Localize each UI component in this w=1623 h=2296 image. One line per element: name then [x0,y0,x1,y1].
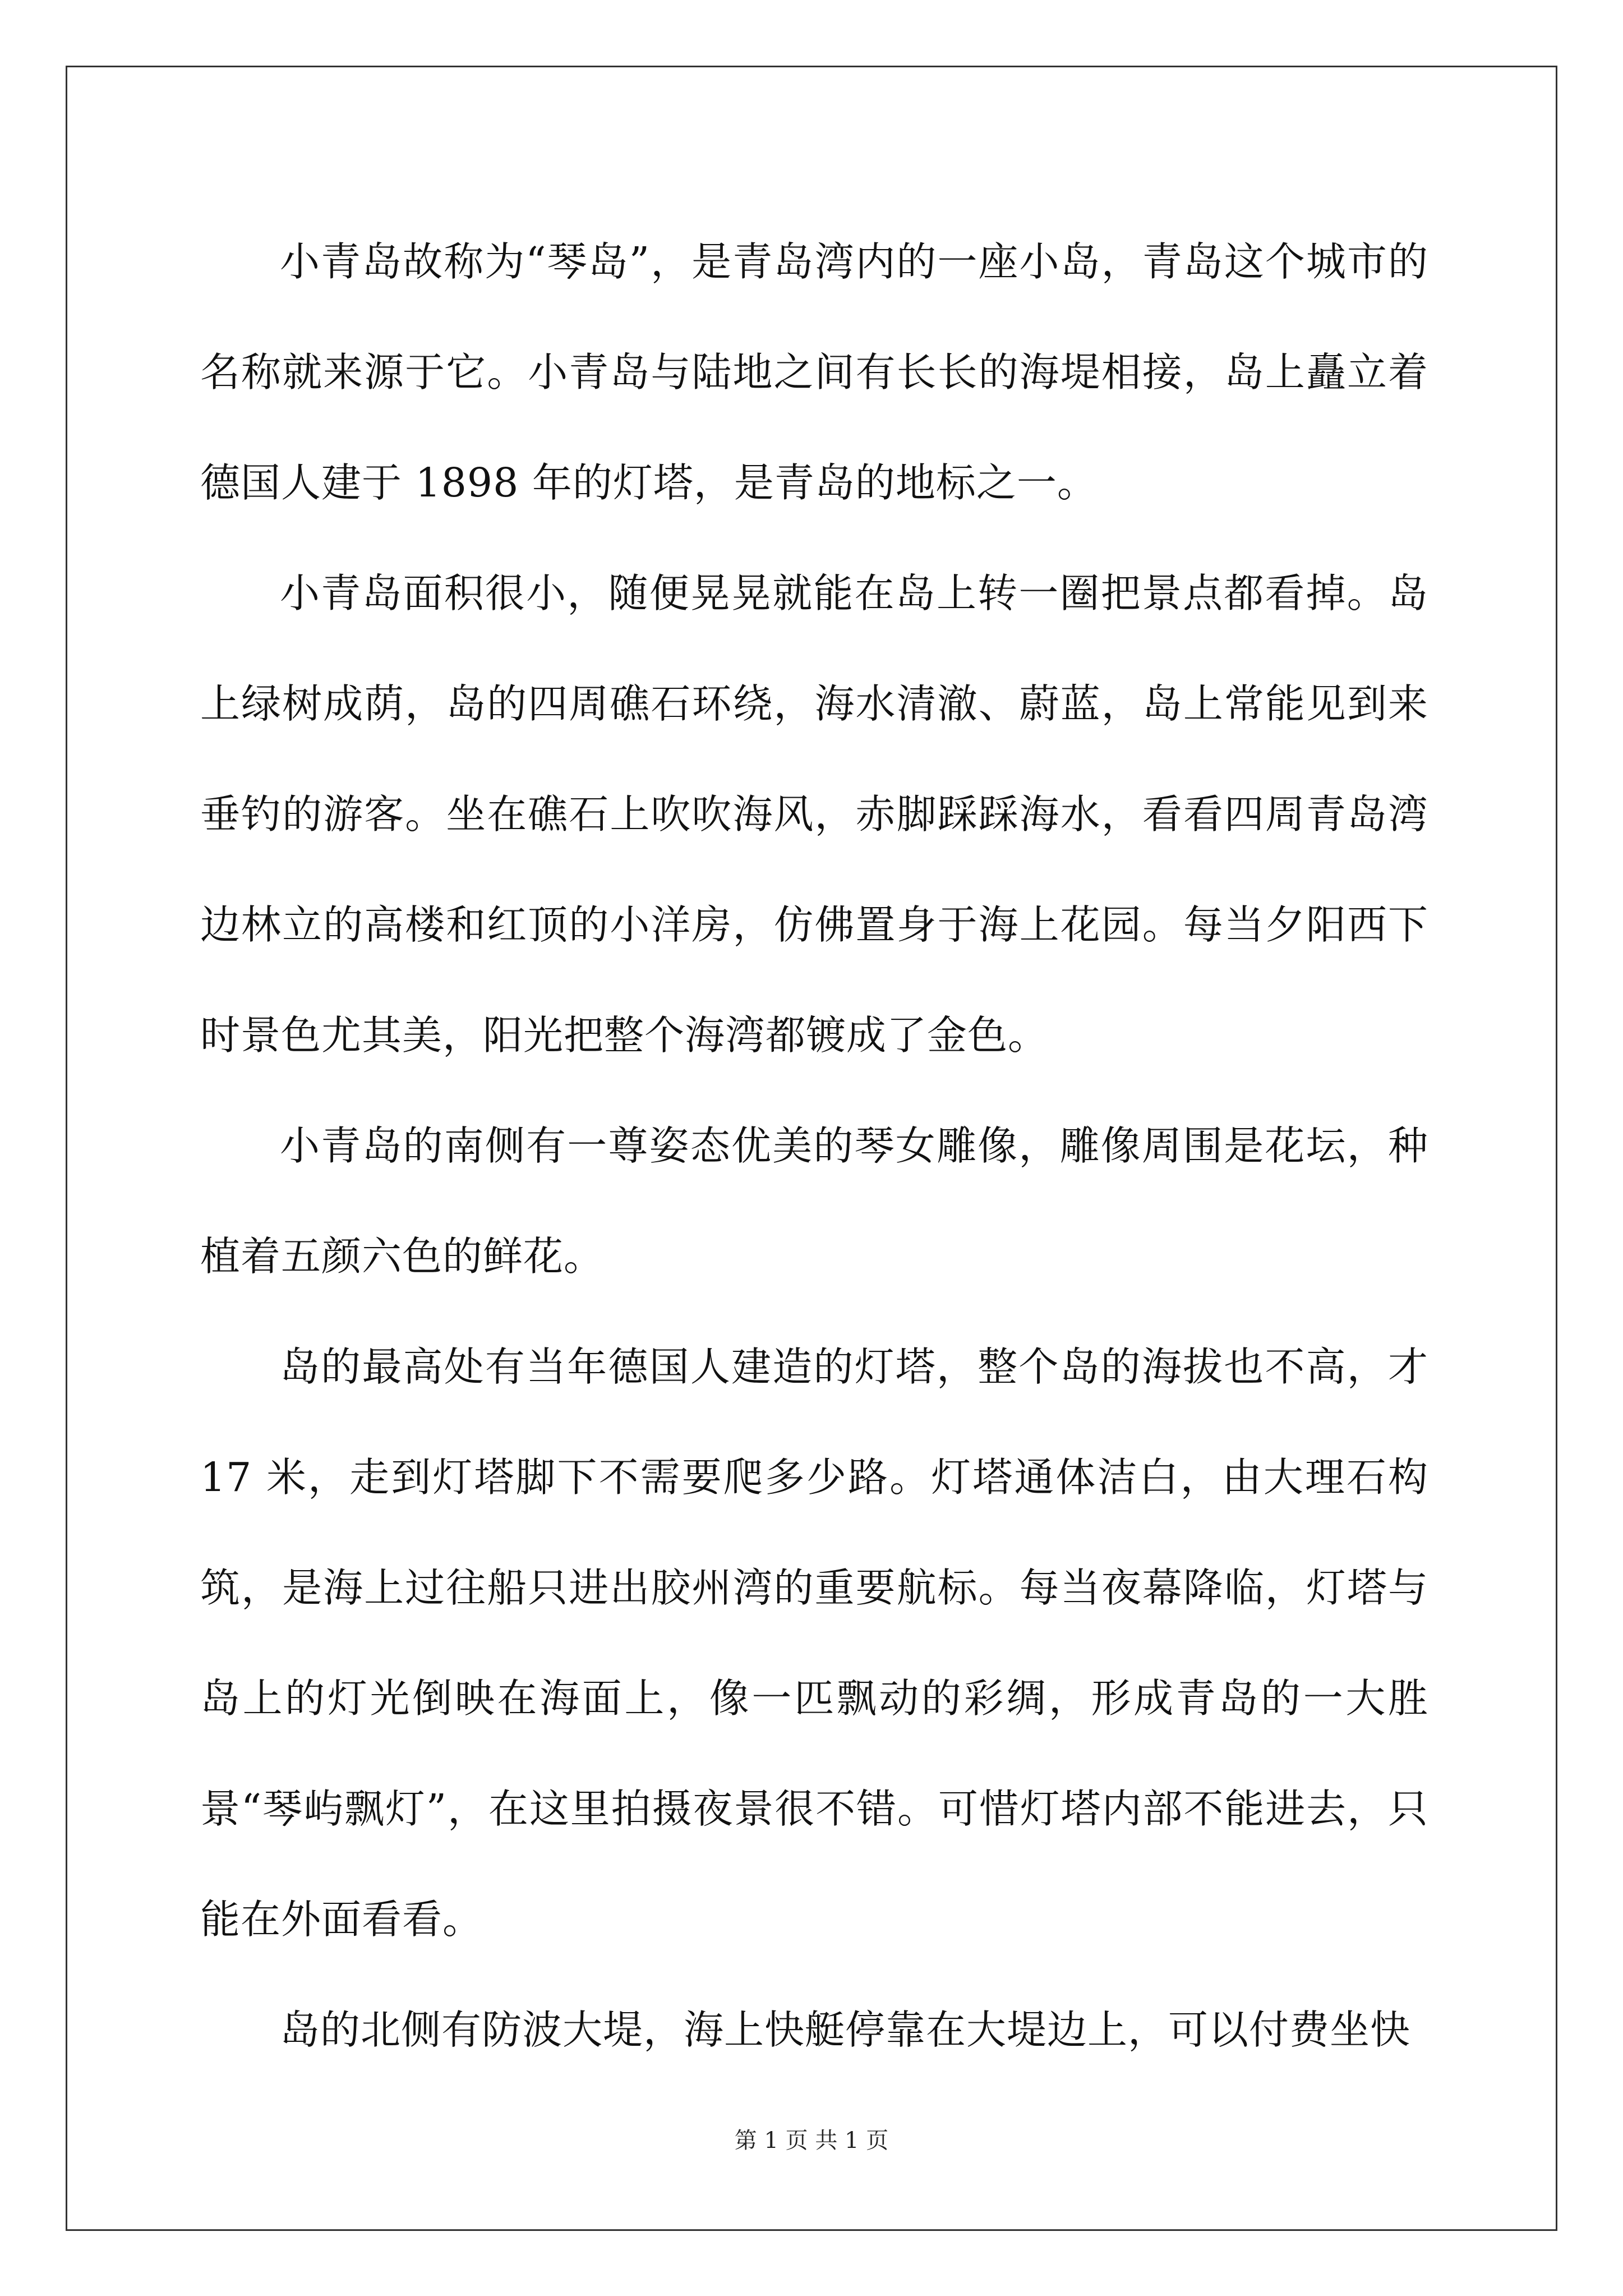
page-number-footer: 第 1 页 共 1 页 [734,2128,889,2154]
paragraph: 小青岛的南侧有一尊姿态优美的琴女雕像，雕像周围是花坛，种植着五颜六色的鲜花。 [200,1122,1428,1280]
paragraph: 岛的最高处有当年德国人建造的灯塔，整个岛的海拔也不高，才 17 米，走到灯塔脚下不需要爬多少路。灯塔通体洁白，由大理石构筑，是海上过往船只进出胶州湾的重要航标。每当夜幕降临，灯塔与岛上的灯光倒映在海面上，像一匹飘动的彩绸，形成青岛的一大胜景“琴屿飘灯”，在这里拍摄夜景很不错。可惜灯塔内部不能进去，只能在外面看看。 [200,1343,1428,1943]
paragraph: 小青岛故称为“琴岛”，是青岛湾内的一座小岛，青岛这个城市的名称就来源于它。小青岛与陆地之间有长长的海堤相接，岛上矗立着德国人建于 1898 年的灯塔，是青岛的地标之一。 [200,238,1428,506]
document-body [200,206,1428,2085]
paragraph: 岛的北侧有防波大堤，海上快艇停靠在大堤边上，可以付费坐快 [280,2007,1411,2053]
paragraph: 小青岛面积很小，随便晃晃就能在岛上转一圈把景点都看掉。岛上绿树成荫，岛的四周礁石环绕，海水清澈、蔚蓝，岛上常能见到来垂钓的游客。坐在礁石上吹吹海风，赤脚踩踩海水，看看四周青岛湾边林立的高楼和红顶的小洋房，仿佛置身于海上花园。每当夕阳西下时景色尤其美，阳光把整个海湾都镀成了金色。 [200,570,1428,1059]
